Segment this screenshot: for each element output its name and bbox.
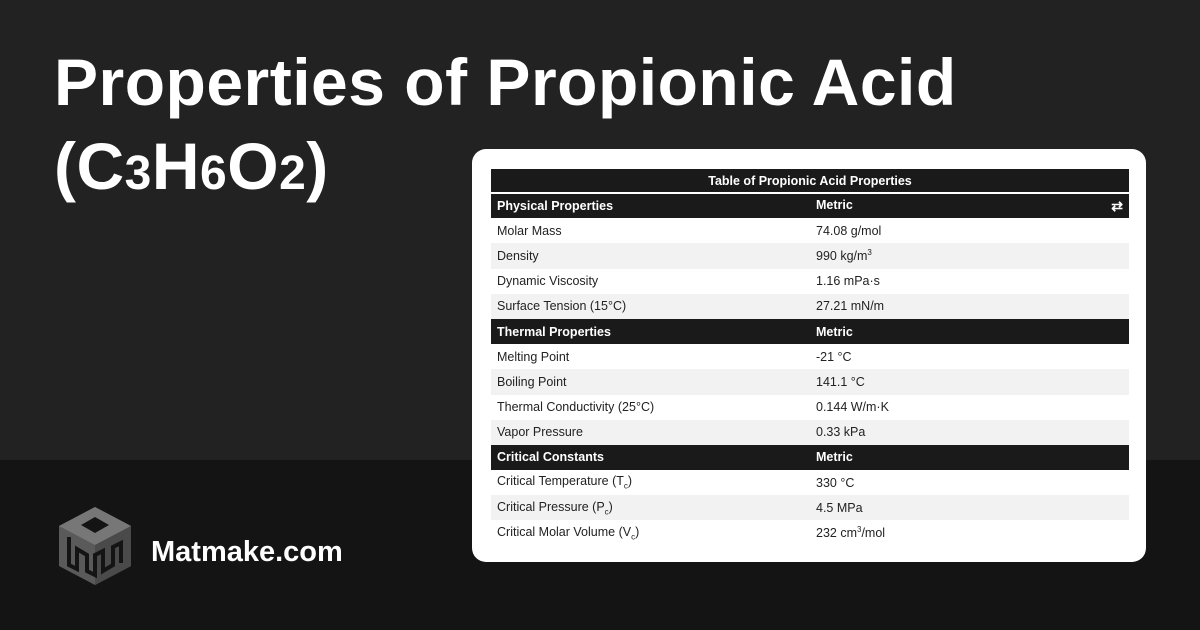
title-line: Properties of Propionic Acid [54,45,957,119]
metric-header: Metric [810,445,1129,470]
section-header [491,319,1129,344]
table-title: Table of Propionic Acid Properties [491,169,1129,193]
property-name: Critical Pressure $(P_c)$ [491,495,810,520]
property-value: 74.08 g/mol [816,223,882,238]
table-row [491,369,1129,394]
property-value: 1.16 mPa·s [816,274,880,289]
section-header [491,445,1129,470]
property-value: 232 $cm^3$/mol [816,525,886,541]
table-row [491,218,1129,243]
property-value: 141.1 °C [810,369,1129,394]
property-name: Molar Mass [497,223,562,238]
section-title: Thermal Properties [491,319,810,344]
table-row [491,243,1129,268]
section-title: Physical Properties [491,193,810,218]
property-value: -21 °C [816,349,852,364]
table-row [491,269,1129,294]
swap-arrows-icon[interactable]: ⇄ [1111,197,1123,214]
properties-card [472,149,1146,562]
formula: (C3H6O2) [54,129,329,203]
property-name: Density [491,243,810,268]
property-value: 0.144 W/m·K [816,400,889,415]
property-name: Boiling Point [491,369,810,394]
property-name: Critical Temperature $(T_c)$ [497,474,633,491]
table-row [491,294,1129,319]
table-row [491,470,1129,495]
metric-header: Metric ⇄ [810,193,1129,218]
property-name: Dynamic Viscosity [497,274,599,289]
section-title: Critical Constants [491,445,810,470]
property-name: Critical Molar Volume $(V_c)$ [497,524,640,542]
properties-table [491,169,1129,546]
property-value: 4.5 MPa [810,495,1129,520]
property-value: 27.21 mN/m [810,294,1129,319]
property-value: 330 °C [816,475,855,490]
table-row [491,344,1129,369]
property-value: 0.33 kPa [810,420,1129,445]
table-row [491,520,1129,545]
matmake-logo-icon [57,505,133,587]
property-value: 990 $kg/m^3$ [810,243,1129,268]
property-name: Thermal Conductivity (25°C) [497,400,655,415]
brand-name: Matmake.com [151,536,343,568]
table-row [491,495,1129,520]
metric-header: Metric [810,319,1129,344]
property-name: Vapor Pressure [491,420,810,445]
table-row [491,420,1129,445]
section-header [491,193,1129,218]
property-name: Surface Tension (15°C) [491,294,810,319]
property-name: Melting Point [497,349,570,364]
table-row [491,395,1129,420]
